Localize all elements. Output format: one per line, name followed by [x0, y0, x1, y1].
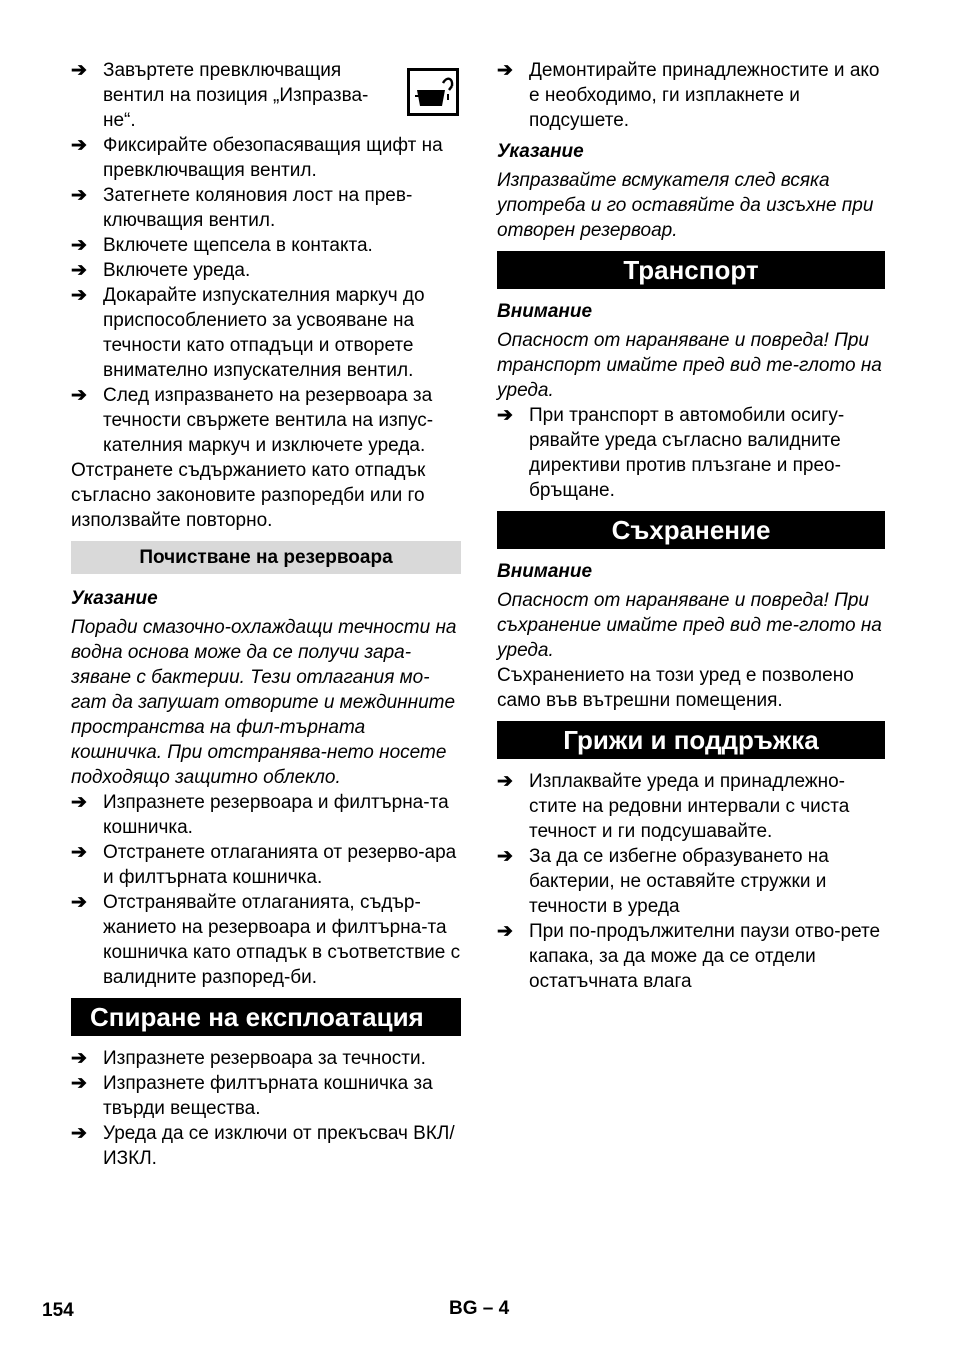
list-item	[497, 844, 885, 919]
instruction-text: При транспорт в автомобили осигу-рявайте уреда съгласно валидните директиви против плъзгане и прео-бръщане.	[529, 405, 845, 501]
instruction-text: Демонтирайте принадлежностите и ако е необходимо, ги изплакнете и подсушете.	[529, 60, 880, 131]
language-page-label: BG – 4	[449, 1298, 510, 1319]
arrow-icon: ➔	[71, 842, 87, 863]
arrow-icon: ➔	[71, 285, 87, 306]
instruction-text: Изпразнете филтърната кошничка за твърди вещества.	[103, 1073, 433, 1119]
page-number: 154	[42, 1300, 74, 1321]
list-item	[497, 769, 885, 844]
arrow-icon: ➔	[497, 60, 513, 81]
list-item	[497, 58, 885, 133]
arrow-icon: ➔	[71, 792, 87, 813]
list-item	[71, 58, 461, 133]
instruction-text: След изпразването на резервоара за течности свържете вентила на изпус-кателния маркуч и изключете уреда.	[103, 385, 434, 456]
arrow-icon: ➔	[71, 235, 87, 256]
instruction-text: Изпразнете резервоара и филтърна-та кошничка.	[103, 792, 449, 838]
instruction-text: Включете щепсела в контакта.	[103, 235, 373, 256]
note-label: Указание	[497, 141, 584, 162]
list-item	[71, 133, 461, 183]
list-item	[71, 1121, 461, 1171]
warning-label: Внимание	[497, 301, 593, 322]
section-heading-storage: Съхранение	[497, 511, 885, 549]
list-item	[71, 183, 461, 233]
left-column	[71, 58, 461, 1171]
instruction-text: Изпразнете резервоара за течности.	[103, 1048, 426, 1069]
subheading-tank-cleaning: Почистване на резервоара	[71, 541, 461, 574]
drain-position-icon	[407, 68, 459, 116]
disposal-paragraph: Отстранете съдържанието като отпадък съгласно законовите разпоредби или го използвайте повторно.	[71, 460, 426, 531]
arrow-icon: ➔	[71, 1048, 87, 1069]
instruction-text: Включете уреда.	[103, 260, 251, 281]
arrow-icon: ➔	[71, 60, 87, 81]
list-item	[71, 1071, 461, 1121]
warning-label: Внимание	[497, 561, 593, 582]
section-heading-shutdown: Спиране на експлоатация	[71, 998, 461, 1036]
note-text: Изпразвайте всмукателя след всяка употреба и го оставяйте да изсъхне при отворен резервоар.	[497, 170, 874, 241]
instruction-text: При по-продължителни паузи отво-рете капака, за да може да се отдели остатъчната влага	[529, 921, 881, 992]
list-item	[71, 258, 461, 283]
arrow-icon: ➔	[71, 260, 87, 281]
instruction-text: Уреда да се изключи от прекъсвач ВКЛ/ИЗКЛ.	[103, 1123, 455, 1169]
list-item	[71, 840, 461, 890]
right-column	[497, 58, 885, 994]
warning-text: Опасност от нараняване и повреда! При транспорт имайте пред вид те-глото на уреда.	[497, 330, 882, 401]
instruction-text: Изплаквайте уреда и принадлежно-стите на редовни интервали с чиста течност и ги подсушавайте.	[529, 771, 850, 842]
instruction-text: Завъртете превключващия вентил на позиция „Изпразва-не“.	[103, 60, 369, 131]
arrow-icon: ➔	[71, 892, 87, 913]
list-item	[497, 403, 885, 503]
list-item	[71, 233, 461, 258]
instruction-text: Отстранявайте отлаганията, съдър-жанието на резервоара и филтърна-та кошничка като отпадък в съответствие с валидните разпоред-би.	[103, 892, 461, 988]
list-item	[71, 283, 461, 383]
list-item	[71, 1046, 461, 1071]
arrow-icon: ➔	[71, 1123, 87, 1144]
arrow-icon: ➔	[71, 1073, 87, 1094]
list-item	[71, 383, 461, 458]
list-item	[497, 919, 885, 994]
arrow-icon: ➔	[497, 846, 513, 867]
instruction-text: Фиксирайте обезопасяващия щифт на превключващия вентил.	[103, 135, 443, 181]
instruction-text: За да се избегне образуването на бактерии, не оставяйте стружки и течности в уреда	[529, 846, 829, 917]
instruction-text: Докарайте изпускателния маркуч до приспособлението за усвояване на течности като отпадъци и отворете внимателно изпускателния вентил.	[103, 285, 425, 381]
instruction-text: Затегнете коляновия лост на прев-ключващия вентил.	[103, 185, 413, 231]
note-label: Указание	[71, 588, 158, 609]
note-text: Поради смазочно-охлаждащи течности на водна основа може да се получи зара-зяване с бактерии. Тези отлагания мо-гат да запушат отворите и междинните пространства на фил-търната кошничка. При отстранява-нето носете подходящо защитно облекло.	[71, 617, 457, 788]
arrow-icon: ➔	[497, 921, 513, 942]
arrow-icon: ➔	[497, 405, 513, 426]
arrow-icon: ➔	[497, 771, 513, 792]
warning-text: Опасност от нараняване и повреда! При съхранение имайте пред вид те-глото на уреда.	[497, 590, 882, 661]
arrow-icon: ➔	[71, 185, 87, 206]
section-heading-care: Грижи и поддръжка	[497, 721, 885, 759]
section-heading-transport: Транспорт	[497, 251, 885, 289]
arrow-icon: ➔	[71, 385, 87, 406]
list-item	[71, 890, 461, 990]
arrow-icon: ➔	[71, 135, 87, 156]
instruction-text: Отстранете отлаганията от резерво-ара и филтърната кошничка.	[103, 842, 457, 888]
storage-paragraph: Съхранението на този уред е позволено само във вътрешни помещения.	[497, 665, 854, 711]
list-item	[71, 790, 461, 840]
